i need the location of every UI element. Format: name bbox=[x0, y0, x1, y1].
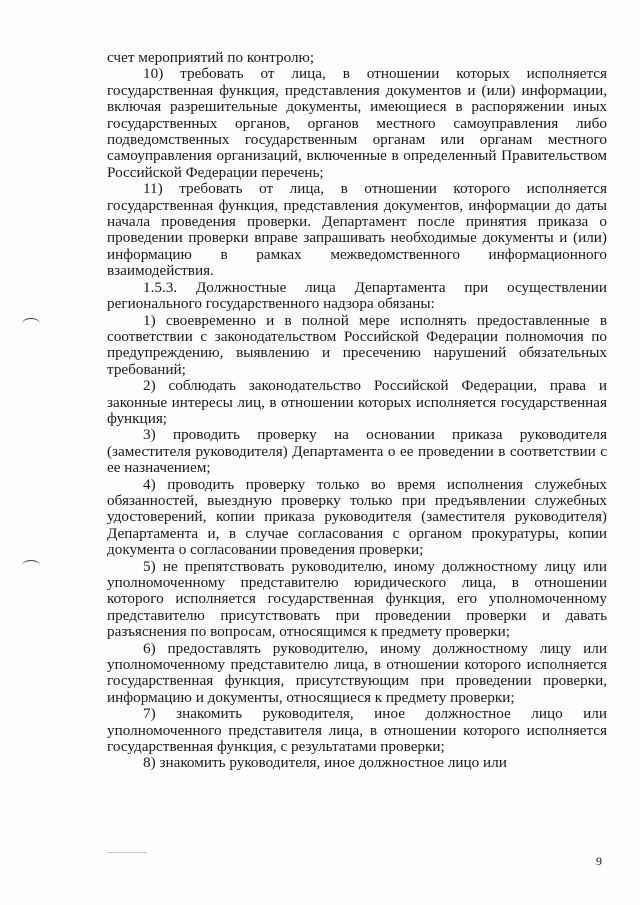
paragraph: 11) требовать от лица, в отношении которого исполняется государственная функция, представления документов, информации до даты начала проведения проверки. Департамент после принятия приказа о проведении проверки вправе запрашивать необходимые документы и (или) информацию в рамках межведомственного информационного взаимодействия. bbox=[107, 180, 607, 280]
paragraph: 3) проводить проверку на основании приказа руководителя (заместителя руководителя) Департамента о ее проведении в соответствии с ее назначением; bbox=[107, 426, 607, 477]
paragraph: 4) проводить проверку только во время исполнения служебных обязанностей, выездную проверку только при предъявлении служебных удостоверений, копии приказа руководителя (заместителя руководителя) Департамента и, в случае согласования с органом прокуратуры, копии документа о согласовании проведения проверки; bbox=[107, 475, 607, 559]
paragraph: 8) знакомить руководителя, иное должностное лицо или bbox=[143, 754, 507, 772]
margin-mark bbox=[22, 318, 40, 329]
scan-smudge bbox=[107, 852, 147, 853]
paragraph: 6) предоставлять руководителю, иному должностному лицу или уполномоченному представителю лица, в отношении которого исполняется государственная функция, присутствующим при проведении проверки, информацию и документы, относящиеся к предмету проверки; bbox=[107, 639, 607, 706]
margin-mark bbox=[22, 560, 40, 571]
section-heading: 1.5.3. Должностные лица Департамента при осуществлении регионального государственного надзора обязаны: bbox=[107, 278, 607, 313]
paragraph: 1) своевременно и в полной мере исполнять предоставленные в соответствии с законодательством Российской Федерации полномочия по предупреждению, выявлению и пресечению нарушений обязательных требований; bbox=[107, 311, 607, 378]
paragraph: 10) требовать от лица, в отношении которых исполняется государственная функция, представления документов и (или) информации, включая разрешительные документы, имеющиеся в распоряжении иных государственных органов, органов местного самоуправления либо подведомственных государственным органам или органам местного самоуправления организаций, включенные в определенный Правительством Российской Федерации перечень; bbox=[107, 65, 607, 181]
page-number: 9 bbox=[596, 854, 602, 868]
paragraph: 5) не препятствовать руководителю, иному должностному лицу или уполномоченному представителю юридического лица, в отношении которого исполняется государственная функция, его уполномоченному представителю присутствовать при проведении проверки и давать разъяснения по вопросам, относящимся к предмету проверки; bbox=[107, 557, 607, 641]
paragraph: 2) соблюдать законодательство Российской Федерации, права и законные интересы лиц, в отношении которых исполняется государственная функция; bbox=[107, 377, 607, 427]
document-body bbox=[107, 50, 607, 772]
paragraph: 7) знакомить руководителя, иное должностное лицо или уполномоченного представителя лица, в отношении которого исполняется государственная функция, с результатами проверки; bbox=[107, 705, 607, 756]
paragraph: счет мероприятий по контролю; bbox=[107, 49, 315, 66]
